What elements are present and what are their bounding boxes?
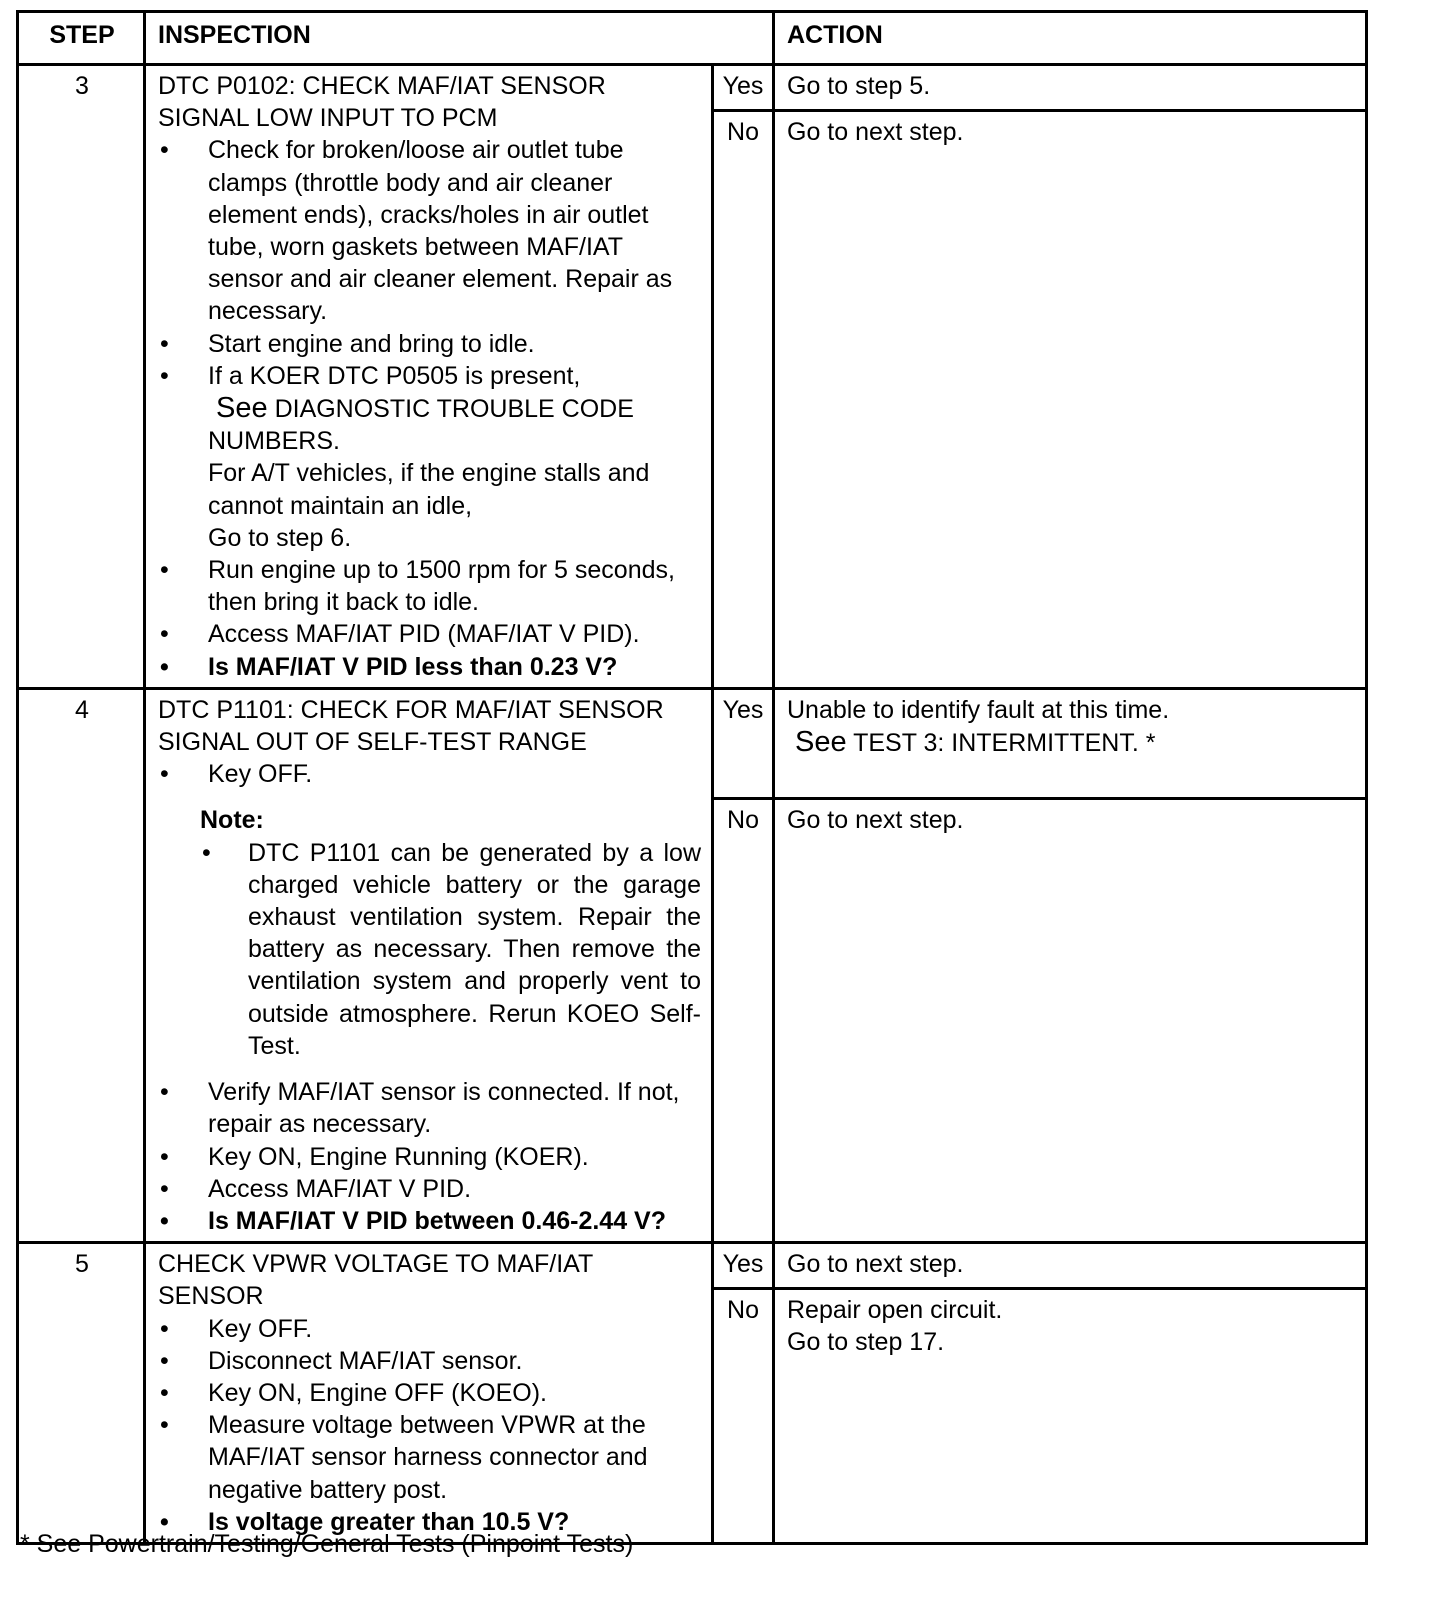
reference-link: TEST 3: INTERMITTENT. * [853,729,1156,758]
see-label: See [795,726,847,759]
step-number: 5 [18,1243,145,1544]
note-label: Note: [200,806,264,835]
yes-label: Yes [713,1243,774,1289]
list-item: • Check for broken/loose air outlet tube clamps (throttle body and air cleaner element ends), cracks/holes in air outlet tube, worn gaskets between MAF/IAT sensor and air cleaner element. Repair as necessary. [158,134,701,327]
diagnostic-table [16,10,1368,1545]
list-item: • Start engine and bring to idle. [158,328,701,360]
note-text: • DTC P1101 can be generated by a low charged vehicle battery or the garage exhaust ventilation system. Repair the battery as necessary. Then remove the ventilation system and properly vent to outside atmosphere. Rerun KOEO Self-Test. [200,837,701,1062]
inspection-title: CHECK VPWR VOLTAGE TO MAF/IAT SENSOR [158,1250,594,1311]
list-item: • Verify MAF/IAT sensor is connected. If not, repair as necessary. [158,1076,701,1140]
no-action: Repair open circuit. Go to step 17. [774,1289,1367,1544]
table-row [18,65,1367,111]
see-label: See [216,392,268,425]
list-item: • Disconnect MAF/IAT sensor. [158,1345,701,1377]
header-inspection: INSPECTION [145,12,774,65]
list-item: • Key OFF. [158,1313,701,1345]
list-item-question: • Is MAF/IAT V PID less than 0.23 V? [158,651,701,683]
list-item: • Run engine up to 1500 rpm for 5 seconds, then bring it back to idle. [158,554,701,618]
no-action: Go to next step. [774,111,1367,689]
yes-label: Yes [713,688,774,798]
note-block [200,804,701,1062]
list-item: • Access MAF/IAT PID (MAF/IAT V PID). [158,618,701,650]
footnote: * See Powertrain/Testing/General Tests (Pinpoint Tests) [20,1530,634,1558]
inspection-list [158,134,701,682]
inspection-cell [145,65,713,689]
list-item: • If a KOER DTC P0505 is present, See DIAGNOSTIC TROUBLE CODE NUMBERS. For A/T vehicles, if the engine stalls and cannot maintain an idle, Go to step 6. [158,360,701,554]
list-item-question: • Is voltage greater than 10.5 V? [158,1506,701,1538]
no-action: Go to next step. [774,798,1367,1242]
list-item: • Key ON, Engine Running (KOER). [158,1141,701,1173]
yes-label: Yes [713,65,774,111]
table-row [18,688,1367,798]
list-item-question: • Is MAF/IAT V PID between 0.46-2.44 V? [158,1205,701,1237]
yes-action: Unable to identify fault at this time. See TEST 3: INTERMITTENT. * [774,688,1367,798]
inspection-title: DTC P1101: CHECK FOR MAF/IAT SENSOR SIGNAL OUT OF SELF-TEST RANGE [158,695,664,757]
list-item: • Key ON, Engine OFF (KOEO). [158,1377,701,1409]
inspection-title: DTC P0102: CHECK MAF/IAT SENSOR SIGNAL LOW INPUT TO PCM [158,72,606,133]
step-number: 4 [18,688,145,1242]
yes-action: Go to next step. [774,1243,1367,1289]
no-label: No [713,798,774,1242]
no-label: No [713,1289,774,1544]
step-number: 3 [18,65,145,689]
no-label: No [713,111,774,689]
list-item: • Access MAF/IAT V PID. [158,1173,701,1205]
inspection-cell [145,688,713,1242]
yes-action: Go to step 5. [774,65,1367,111]
list-item: • Key OFF. [158,758,701,790]
table-row [18,1243,1367,1289]
inspection-list [158,758,701,790]
inspection-list [158,1076,701,1237]
header-row [18,12,1367,65]
reference-link: DIAGNOSTIC TROUBLE CODE NUMBERS. [208,395,634,456]
header-action: ACTION [774,12,1367,65]
inspection-cell [145,1243,713,1544]
header-step: STEP [18,12,145,65]
inspection-list [158,1313,701,1538]
list-item: • Measure voltage between VPWR at the MAF/IAT sensor harness connector and negative battery post. [158,1409,701,1506]
